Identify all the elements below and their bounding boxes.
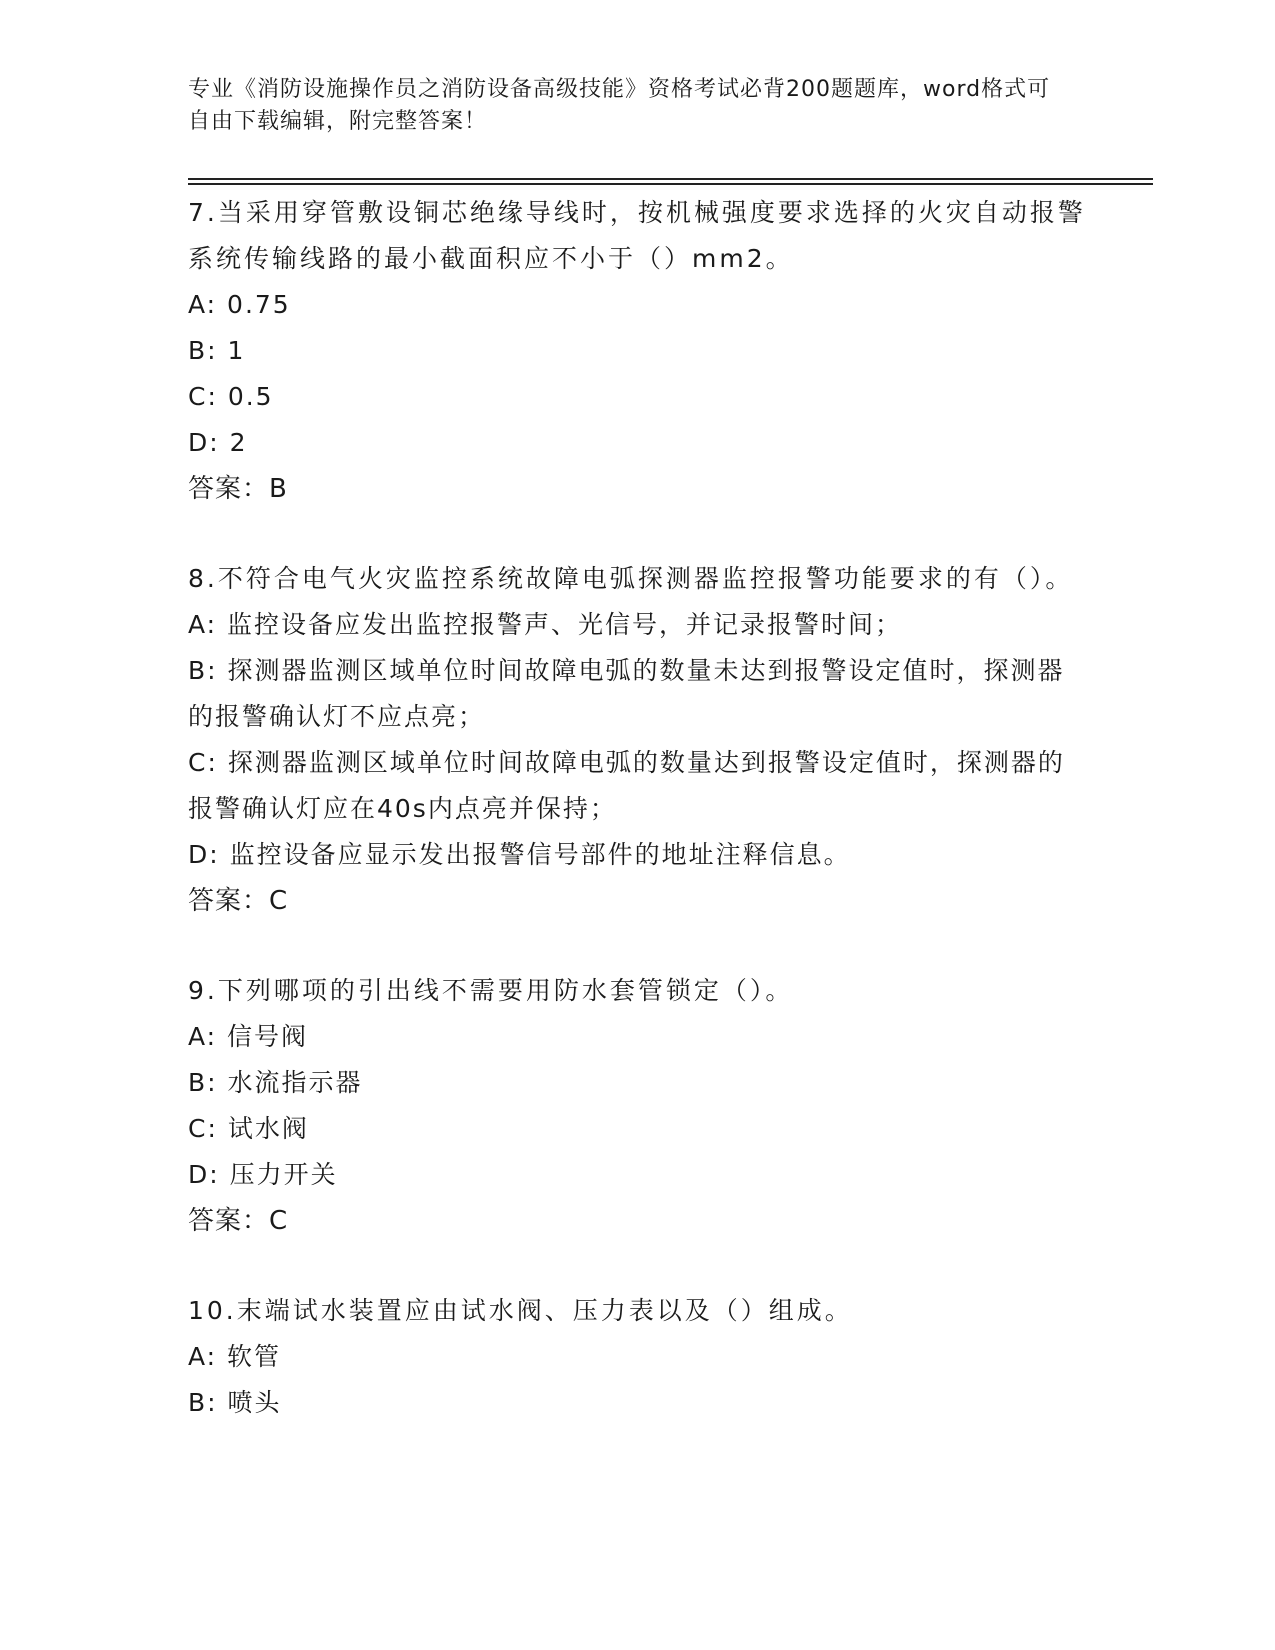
option-b: B: 喷头 bbox=[188, 1388, 282, 1417]
header-divider-bottom bbox=[188, 183, 1153, 185]
option-d: D: 压力开关 bbox=[188, 1160, 338, 1189]
option-b: B: 水流指示器 bbox=[188, 1068, 363, 1097]
question-text: 10.末端试水装置应由试水阀、压力表以及（）组成。 bbox=[188, 1296, 853, 1325]
option-a: A: 信号阀 bbox=[188, 1022, 309, 1051]
option-d: D: 2 bbox=[188, 428, 248, 457]
option-a: A: 监控设备应发出监控报警声、光信号，并记录报警时间； bbox=[188, 610, 903, 639]
option-c: C: 0.5 bbox=[188, 382, 274, 411]
option-a: A: 软管 bbox=[188, 1342, 282, 1371]
question-text: 8.不符合电气火灾监控系统故障电弧探测器监控报警功能要求的有（）。 bbox=[188, 564, 1074, 593]
option-c: C: 试水阀 bbox=[188, 1114, 309, 1143]
option-c: C: 探测器监测区域单位时间故障电弧的数量达到报警设定值时，探测器的报警确认灯应在40s内点亮并保持； bbox=[188, 748, 1065, 823]
option-a: A: 0.75 bbox=[188, 290, 291, 319]
answer: 答案：B bbox=[188, 474, 288, 504]
question-9 bbox=[188, 968, 1088, 1244]
answer: 答案：C bbox=[188, 1206, 289, 1236]
answer: 答案：C bbox=[188, 886, 289, 916]
question-10 bbox=[188, 1288, 1088, 1426]
option-d: D: 监控设备应显示发出报警信号部件的地址注释信息。 bbox=[188, 840, 851, 869]
question-text: 7.当采用穿管敷设铜芯绝缘导线时，按机械强度要求选择的火灾自动报警系统传输线路的最小截面积应不小于（）mm2。 bbox=[188, 198, 1086, 273]
question-text: 9.下列哪项的引出线不需要用防水套管锁定（）。 bbox=[188, 976, 794, 1005]
document-header: 专业《消防设施操作员之消防设备高级技能》资格考试必背200题题库，word格式可自由下载编辑，附完整答案！ bbox=[188, 77, 1051, 134]
option-b: B: 探测器监测区域单位时间故障电弧的数量未达到报警设定值时，探测器的报警确认灯不应点亮； bbox=[188, 656, 1065, 731]
question-7 bbox=[188, 190, 1088, 512]
header-divider-top bbox=[188, 178, 1153, 180]
question-list bbox=[188, 190, 1088, 1470]
question-8 bbox=[188, 556, 1088, 924]
option-b: B: 1 bbox=[188, 336, 246, 365]
